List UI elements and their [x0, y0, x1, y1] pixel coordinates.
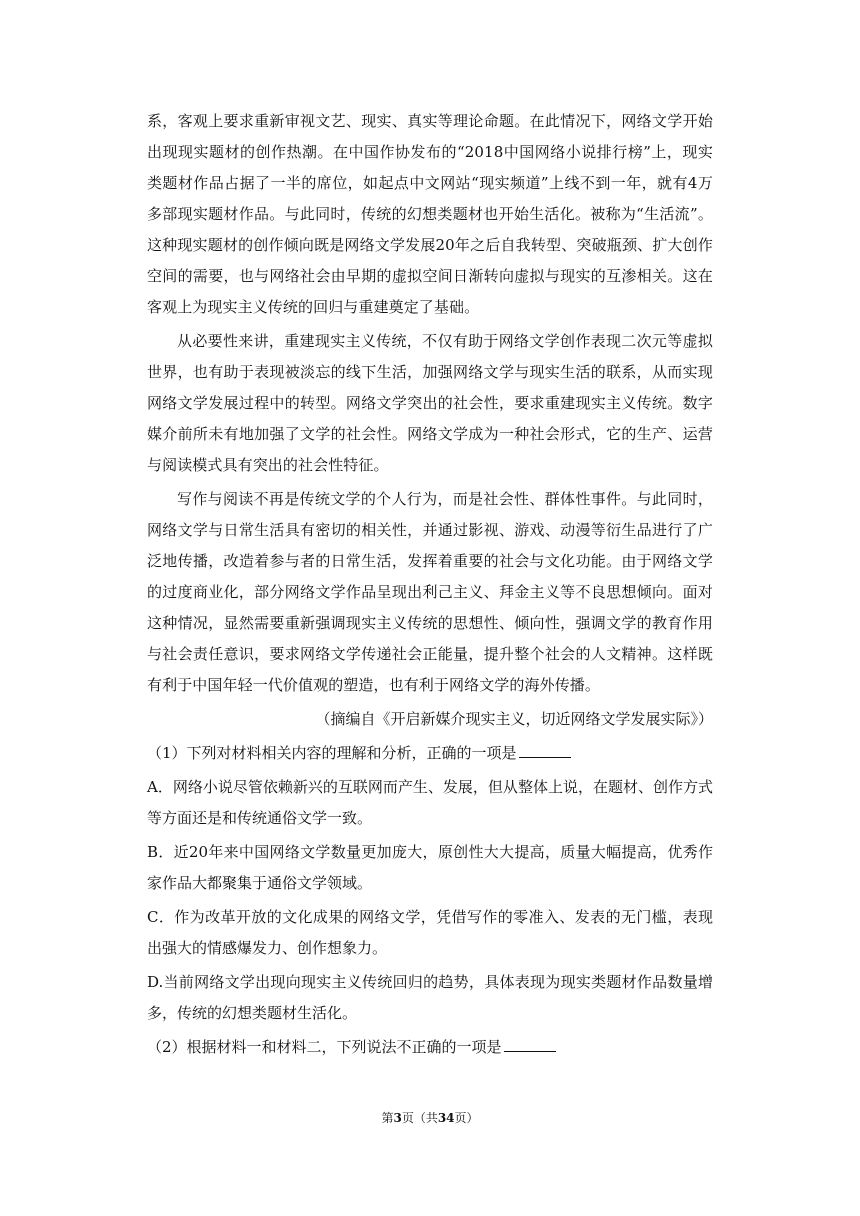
page-content — [147, 106, 713, 1066]
question-1-option-c: C．作为改革开放的文化成果的网络文学，凭借写作的零准入、发表的无门槛，表现出强大的情感爆发力、创作想象力。 — [147, 908, 713, 957]
question-1-text: （1）下列对材料相关内容的理解和分析，正确的一项是 — [147, 744, 517, 762]
passage-paragraph-3: 写作与阅读不再是传统文学的个人行为，而是社会性、群体性事件。与此同时，网络文学与日常生活具有密切的相关性，并通过影视、游戏、动漫等衍生品进行了广泛地传播，改造着参与者的日常生活，发挥着重要的社会与文化功能。由于网络文学的过度商业化，部分网络文学作品呈现出利己主义、拜金主义等不良思想倾向。面对这种情况，显然需要重新强调现实主义传统的思想性、倾向性，强调文学的教育作用与社会责任意识，要求网络文学传递社会正能量，提升整个社会的人文精神。这样既有利于中国年轻一代价值观的塑造，也有利于网络文学的海外传播。 — [147, 490, 713, 694]
footer-suffix: 页） — [454, 1111, 479, 1125]
footer-total-pages: 34 — [437, 1111, 455, 1125]
question-1-option-a: A．网络小说尽管依赖新兴的互联网而产生、发展，但从整体上说，在题材、创作方式等方面还是和传统通俗文学一致。 — [147, 778, 713, 827]
answer-blank — [519, 743, 571, 758]
question-1-option-d: D.当前网络文学出现向现实主义传统回归的趋势，具体表现为现实类题材作品数量增多，传统的幻想类题材生活化。 — [147, 973, 713, 1022]
passage-paragraph-1: 系，客观上要求重新审视文艺、现实、真实等理论命题。在此情况下，网络文学开始出现现实题材的创作热潮。在中国作协发布的“2018中国网络小说排行榜”上，现实类题材作品占据了一半的席位，如起点中文网站“现实频道”上线不到一年，就有4万多部现实题材作品。与此同时，传统的幻想类题材也开始生活化。被称为“生活流”。这种现实题材的创作倾向既是网络文学发展20年之后自我转型、突破瓶颈、扩大创作空间的需要，也与网络社会由早期的虚拟空间日渐转向虚拟与现实的互渗相关。这在客观上为现实主义传统的回归与重建奠定了基础。 — [147, 112, 713, 316]
answer-blank — [504, 1037, 556, 1052]
footer-middle: 页（共 — [401, 1111, 438, 1125]
page-footer — [0, 1110, 860, 1126]
footer-page-number: 3 — [393, 1111, 402, 1125]
footer-prefix: 第 — [381, 1111, 394, 1125]
question-1-stem — [147, 738, 713, 769]
question-2-text: （2）根据材料一和材料二，下列说法不正确的一项是 — [147, 1038, 502, 1056]
passage-source: （摘编自《开启新媒介现实主义，切近网络文学发展实际》） — [315, 710, 713, 728]
question-1-option-b: B．近20年来中国网络文学数量更加庞大，原创性大大提高，质量大幅提高，优秀作家作品大都聚集于通俗文学领域。 — [147, 843, 713, 892]
question-2-stem — [147, 1032, 713, 1063]
passage-paragraph-2: 从必要性来讲，重建现实主义传统，不仅有助于网络文学创作表现二次元等虚拟世界，也有助于表现被淡忘的线下生活，加强网络文学与现实生活的联系，从而实现网络文学发展过程中的转型。网络文学突出的社会性，要求重建现实主义传统。数字媒介前所未有地加强了文学的社会性。网络文学成为一种社会形式，它的生产、运营与阅读模式具有突出的社会性特征。 — [147, 332, 713, 474]
